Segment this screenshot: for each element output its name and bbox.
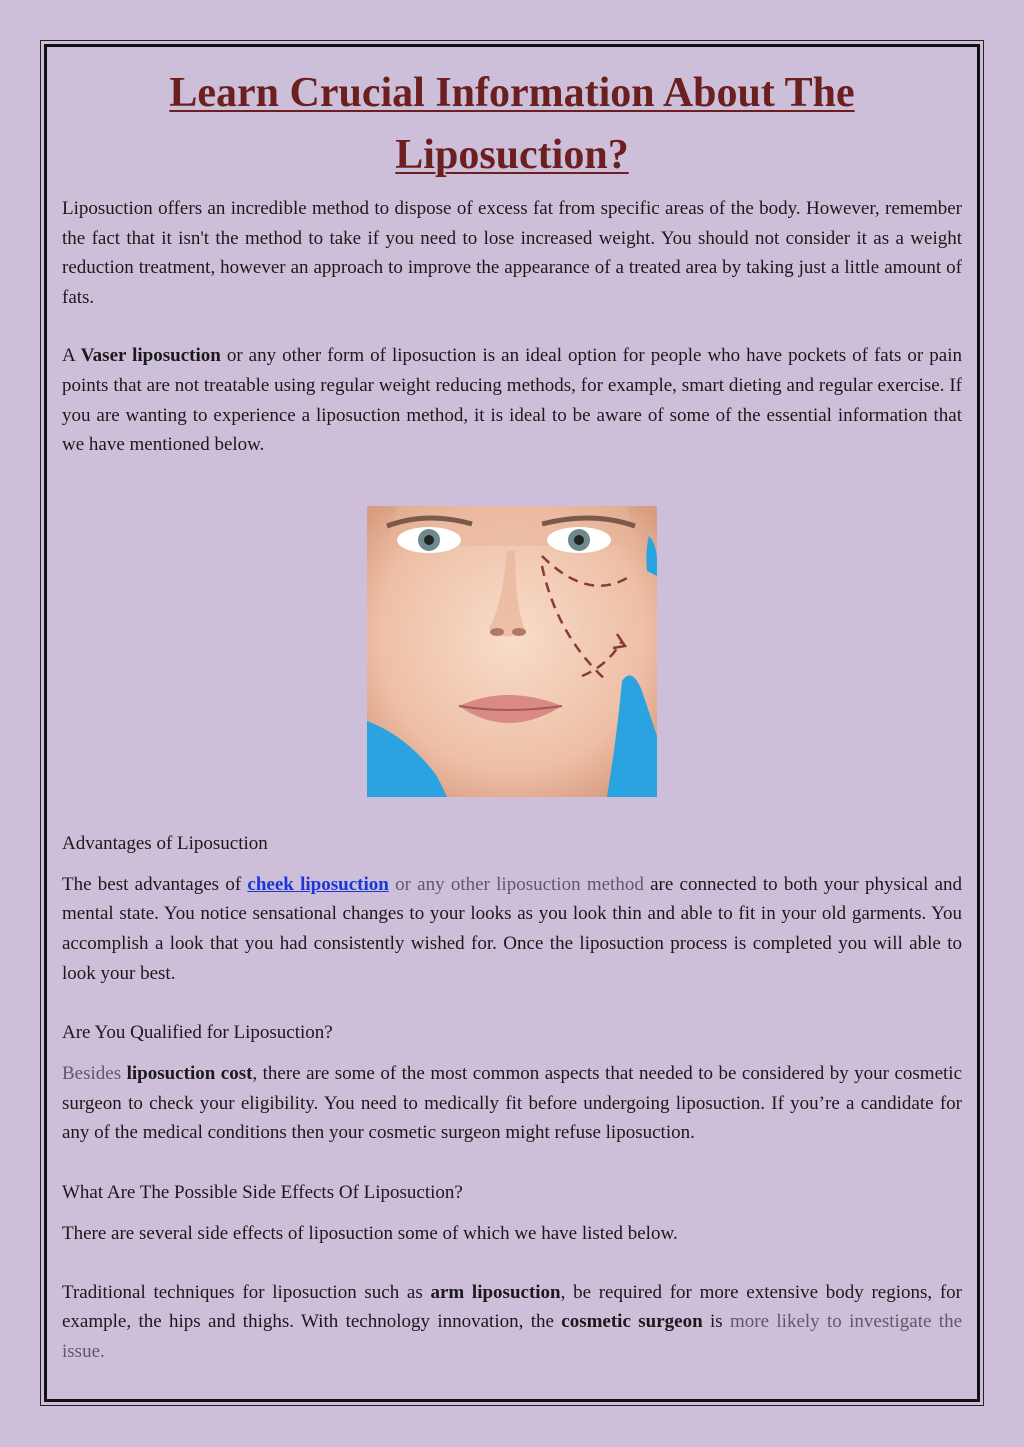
intro-paragraph: Liposuction offers an incredible method to dispose of excess fat from specific areas of the body. However, remember the fact that it isn't the method to take if you need to lose increased weight. You should not consider it as a weight reduction treatment, however an approach to improve the appearance of a treated area by taking just a little amount of fats. [62,198,962,308]
liposuction-cost-keyword: liposuction cost [126,1063,253,1085]
advantages-paragraph: The best advantages of cheek liposuction or any other liposuction method are connected to both your physical and mental state. You notice sensational changes to your looks as you look thin and able to fit in your old garments. You accomplish a look that you had consistently wished for. Once the liposuction process is completed you will able to look your best. [62,873,962,984]
side-effects-intro: There are several side effects of liposuction some of which we have listed below. [62,1222,678,1244]
qualified-heading: Are You Qualified for Liposuction? [62,1022,333,1044]
face-photo [367,506,657,797]
page-title: Learn Crucial Information About The Liposuction? [169,70,855,178]
arm-liposuction-keyword: arm liposuction [430,1281,561,1303]
cheek-liposuction-link[interactable]: cheek liposuction [247,873,389,895]
side-effects-heading: What Are The Possible Side Effects Of Liposuction? [62,1181,463,1203]
traditional-techniques-paragraph: Traditional techniques for liposuction such as arm liposuction, be required for more extensive body regions, for example, the hips and thighs. With technology innovation, the cosmetic surgeon is more likely to investigate the issue. [62,1281,963,1362]
advantages-heading: Advantages of Liposuction [62,832,268,854]
qualified-paragraph: Besides liposuction cost, there are some of the most common aspects that needed to be considered by your cosmetic surgeon to check your eligibility. You need to medically fit before undergoing liposuction. If you’re a candidate for any of the medical conditions then your cosmetic surgeon might refuse liposuction. [62,1063,963,1144]
cosmetic-surgeon-keyword: cosmetic surgeon [561,1311,703,1333]
vaser-keyword: Vaser liposuction [80,345,221,367]
document-body [62,62,962,1366]
vaser-paragraph: A Vaser liposuction or any other form of liposuction is an ideal option for people who have pockets of fats or pain points that are not treatable using regular weight reducing methods, for example, smart dieting and regular exercise. If you are wanting to experience a liposuction method, it is ideal to be aware of some of the essential information that we have mentioned below. [62,345,962,456]
face-photo-icon [367,506,657,797]
